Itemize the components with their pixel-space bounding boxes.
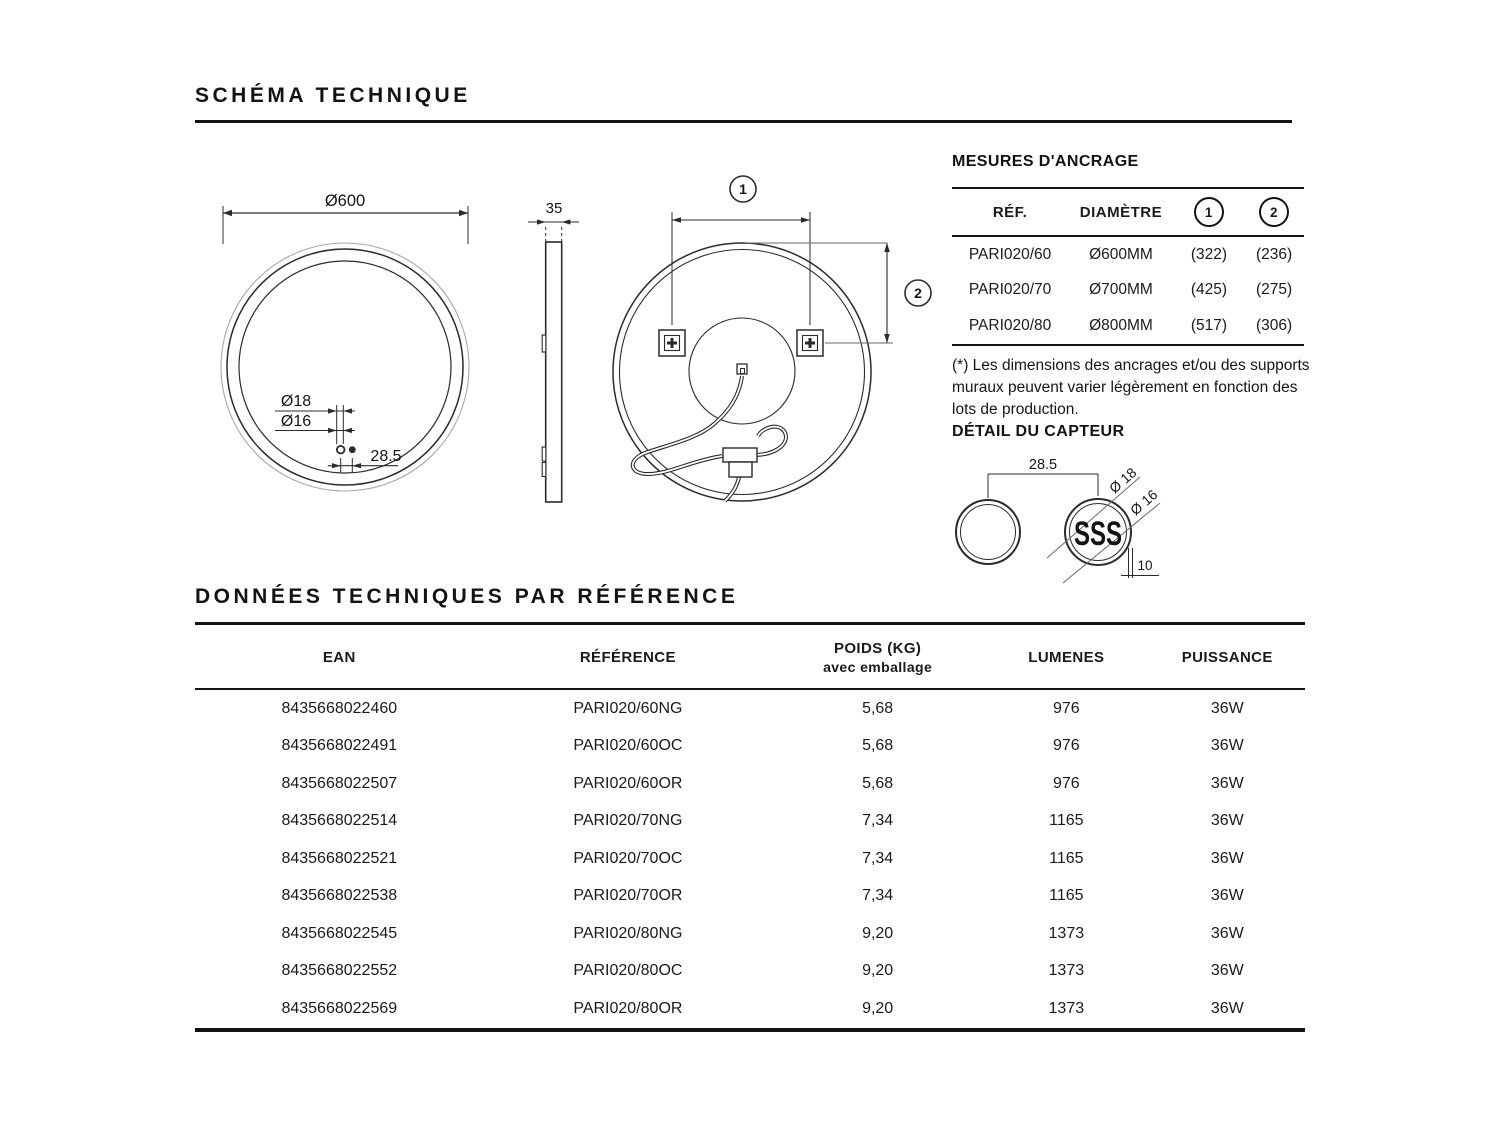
mirror-profile [546, 242, 562, 502]
lumens-cell: 976 [1052, 774, 1080, 792]
anchor-col-diameter: DIAMÈTRE [1068, 189, 1174, 237]
anchor-col-ref: RÉF. [952, 189, 1068, 237]
weight-cell: 9,20 [862, 999, 894, 1017]
lumens-cell: 1373 [1048, 999, 1085, 1017]
weight-cell: 7,34 [862, 887, 894, 905]
tech-col-weight-line2: avec emballage [823, 658, 933, 675]
weight-cell: 7,34 [862, 812, 894, 830]
mirror-outer-edge [221, 243, 469, 491]
power-cell: 36W [1210, 887, 1244, 905]
reference-cell: PARI020/80OC [573, 962, 683, 980]
tech-col-weight [772, 626, 983, 690]
ean-cell: 8435668022491 [281, 737, 398, 755]
tech-col-reference: RÉFÉRENCE [484, 626, 773, 690]
weight-cell: 9,20 [862, 962, 894, 980]
anchor-bracket-right [797, 330, 823, 356]
sensor-depth-label: 10 [1137, 558, 1153, 573]
tech-data-section-title: DONNÉES TECHNIQUES PAR RÉFÉRENCE [195, 585, 739, 608]
weight-cell: 5,68 [862, 774, 894, 792]
anchor-row-m2: (275) [1255, 281, 1293, 299]
marker-1-label: 1 [739, 181, 747, 197]
anchor-note: (*) Les dimensions des ancrages et/ou des supports muraux peuvent varier légèrement en fonction des lots de production. [952, 357, 1310, 418]
power-cable [633, 376, 786, 501]
anchor-row-m2: (306) [1255, 316, 1293, 334]
ean-cell: 8435668022521 [281, 849, 398, 867]
reference-cell: PARI020/60OC [573, 737, 683, 755]
reference-cell: PARI020/70NG [573, 812, 683, 830]
front-offset-label: 28.5 [370, 448, 402, 465]
lumens-cell: 1165 [1049, 887, 1084, 905]
power-cell: 36W [1210, 812, 1244, 830]
tech-col-power: PUISSANCE [1150, 626, 1305, 690]
junction-box [723, 448, 757, 462]
tech-data-table [195, 626, 1305, 1032]
anchor-row-m1: (425) [1190, 281, 1228, 299]
anchor-row-diameter: Ø700MM [1089, 281, 1153, 299]
power-cell: 36W [1210, 774, 1244, 792]
anchor-col-m2 [1244, 189, 1304, 237]
side-bracket-bottom-1 [542, 447, 546, 461]
side-view-drawing [505, 185, 595, 525]
ean-cell: 8435668022538 [281, 887, 398, 905]
anchor-row-ref: PARI020/80 [968, 316, 1052, 334]
sensor-hole-open [337, 446, 345, 454]
weight-cell: 5,68 [862, 737, 894, 755]
schema-section-title: SCHÉMA TECHNIQUE [195, 84, 471, 107]
power-cell: 36W [1210, 737, 1244, 755]
front-hole-small-label: Ø16 [280, 413, 312, 430]
center-connector-pin [741, 369, 745, 374]
ean-cell: 8435668022545 [281, 924, 398, 942]
anchor-table [952, 187, 1304, 346]
sensor-d18-label: Ø 18 [1106, 464, 1140, 497]
anchor-row-ref: PARI020/70 [968, 281, 1052, 299]
power-cell: 36W [1210, 962, 1244, 980]
weight-cell: 9,20 [862, 924, 894, 942]
sensor-offset-label: 28.5 [1028, 457, 1058, 473]
sensor-plain-circle [956, 500, 1020, 564]
tech-data-title-rule [195, 622, 1305, 625]
sensor-detail-drawing [935, 448, 1225, 603]
weight-cell: 7,34 [862, 849, 894, 867]
sensor-d16-label: Ø 16 [1127, 486, 1161, 519]
anchor-row-m1: (517) [1190, 316, 1228, 334]
anchor-row-diameter: Ø800MM [1089, 316, 1153, 334]
reference-cell: PARI020/60NG [573, 699, 683, 717]
tech-col-weight-line1: POIDS (KG) [833, 639, 922, 657]
back-view-drawing [605, 165, 945, 530]
marker-2-label: 2 [914, 285, 922, 301]
tech-col-ean: EAN [195, 626, 484, 690]
lumens-cell: 1165 [1049, 849, 1084, 867]
power-cell: 36W [1210, 924, 1244, 942]
tech-col-lumens: LUMENES [983, 626, 1150, 690]
front-diameter-label: Ø600 [324, 192, 366, 210]
side-thickness-label: 35 [545, 200, 563, 217]
anchor-row-m1: (322) [1190, 245, 1228, 263]
anchor-bracket-left [659, 330, 685, 356]
ean-cell: 8435668022460 [281, 699, 398, 717]
power-cell: 36W [1210, 849, 1244, 867]
lumens-cell: 1373 [1048, 962, 1085, 980]
reference-cell: PARI020/70OR [573, 887, 683, 905]
sensor-detail-title: DÉTAIL DU CAPTEUR [952, 423, 1125, 440]
side-bracket-top [542, 335, 546, 352]
front-view-drawing [200, 168, 500, 518]
anchor-row-diameter: Ø600MM [1089, 245, 1153, 263]
reference-cell: PARI020/80OR [573, 999, 683, 1017]
ean-cell: 8435668022507 [281, 774, 398, 792]
mirror-inner-circle [239, 261, 451, 473]
ean-cell: 8435668022569 [281, 999, 398, 1017]
anchor-measures-title: MESURES D'ANCRAGE [952, 153, 1139, 170]
anchor-col-m1 [1174, 189, 1244, 237]
power-cell: 36W [1210, 699, 1244, 717]
reference-cell: PARI020/70OC [573, 849, 683, 867]
anchor-row-ref: PARI020/60 [968, 245, 1052, 263]
schema-title-rule [195, 120, 1292, 123]
lumens-cell: 1373 [1048, 924, 1085, 942]
sensor-hole-filled [349, 446, 356, 453]
front-hole-large-label: Ø18 [280, 393, 312, 410]
lumens-cell: 1165 [1049, 812, 1084, 830]
circled-2-badge: 2 [1259, 197, 1289, 227]
circled-1-badge: 1 [1194, 197, 1224, 227]
side-bracket-bottom-2 [542, 463, 546, 477]
lumens-cell: 976 [1052, 699, 1080, 717]
sensor-symbol: SSS [1074, 515, 1122, 553]
power-cell: 36W [1210, 999, 1244, 1017]
junction-box-plug [729, 462, 752, 477]
anchor-row-m2: (236) [1255, 245, 1293, 263]
reference-cell: PARI020/80NG [573, 924, 683, 942]
ean-cell: 8435668022552 [281, 962, 398, 980]
ean-cell: 8435668022514 [281, 812, 398, 830]
lumens-cell: 976 [1052, 737, 1080, 755]
reference-cell: PARI020/60OR [573, 774, 683, 792]
weight-cell: 5,68 [862, 699, 894, 717]
